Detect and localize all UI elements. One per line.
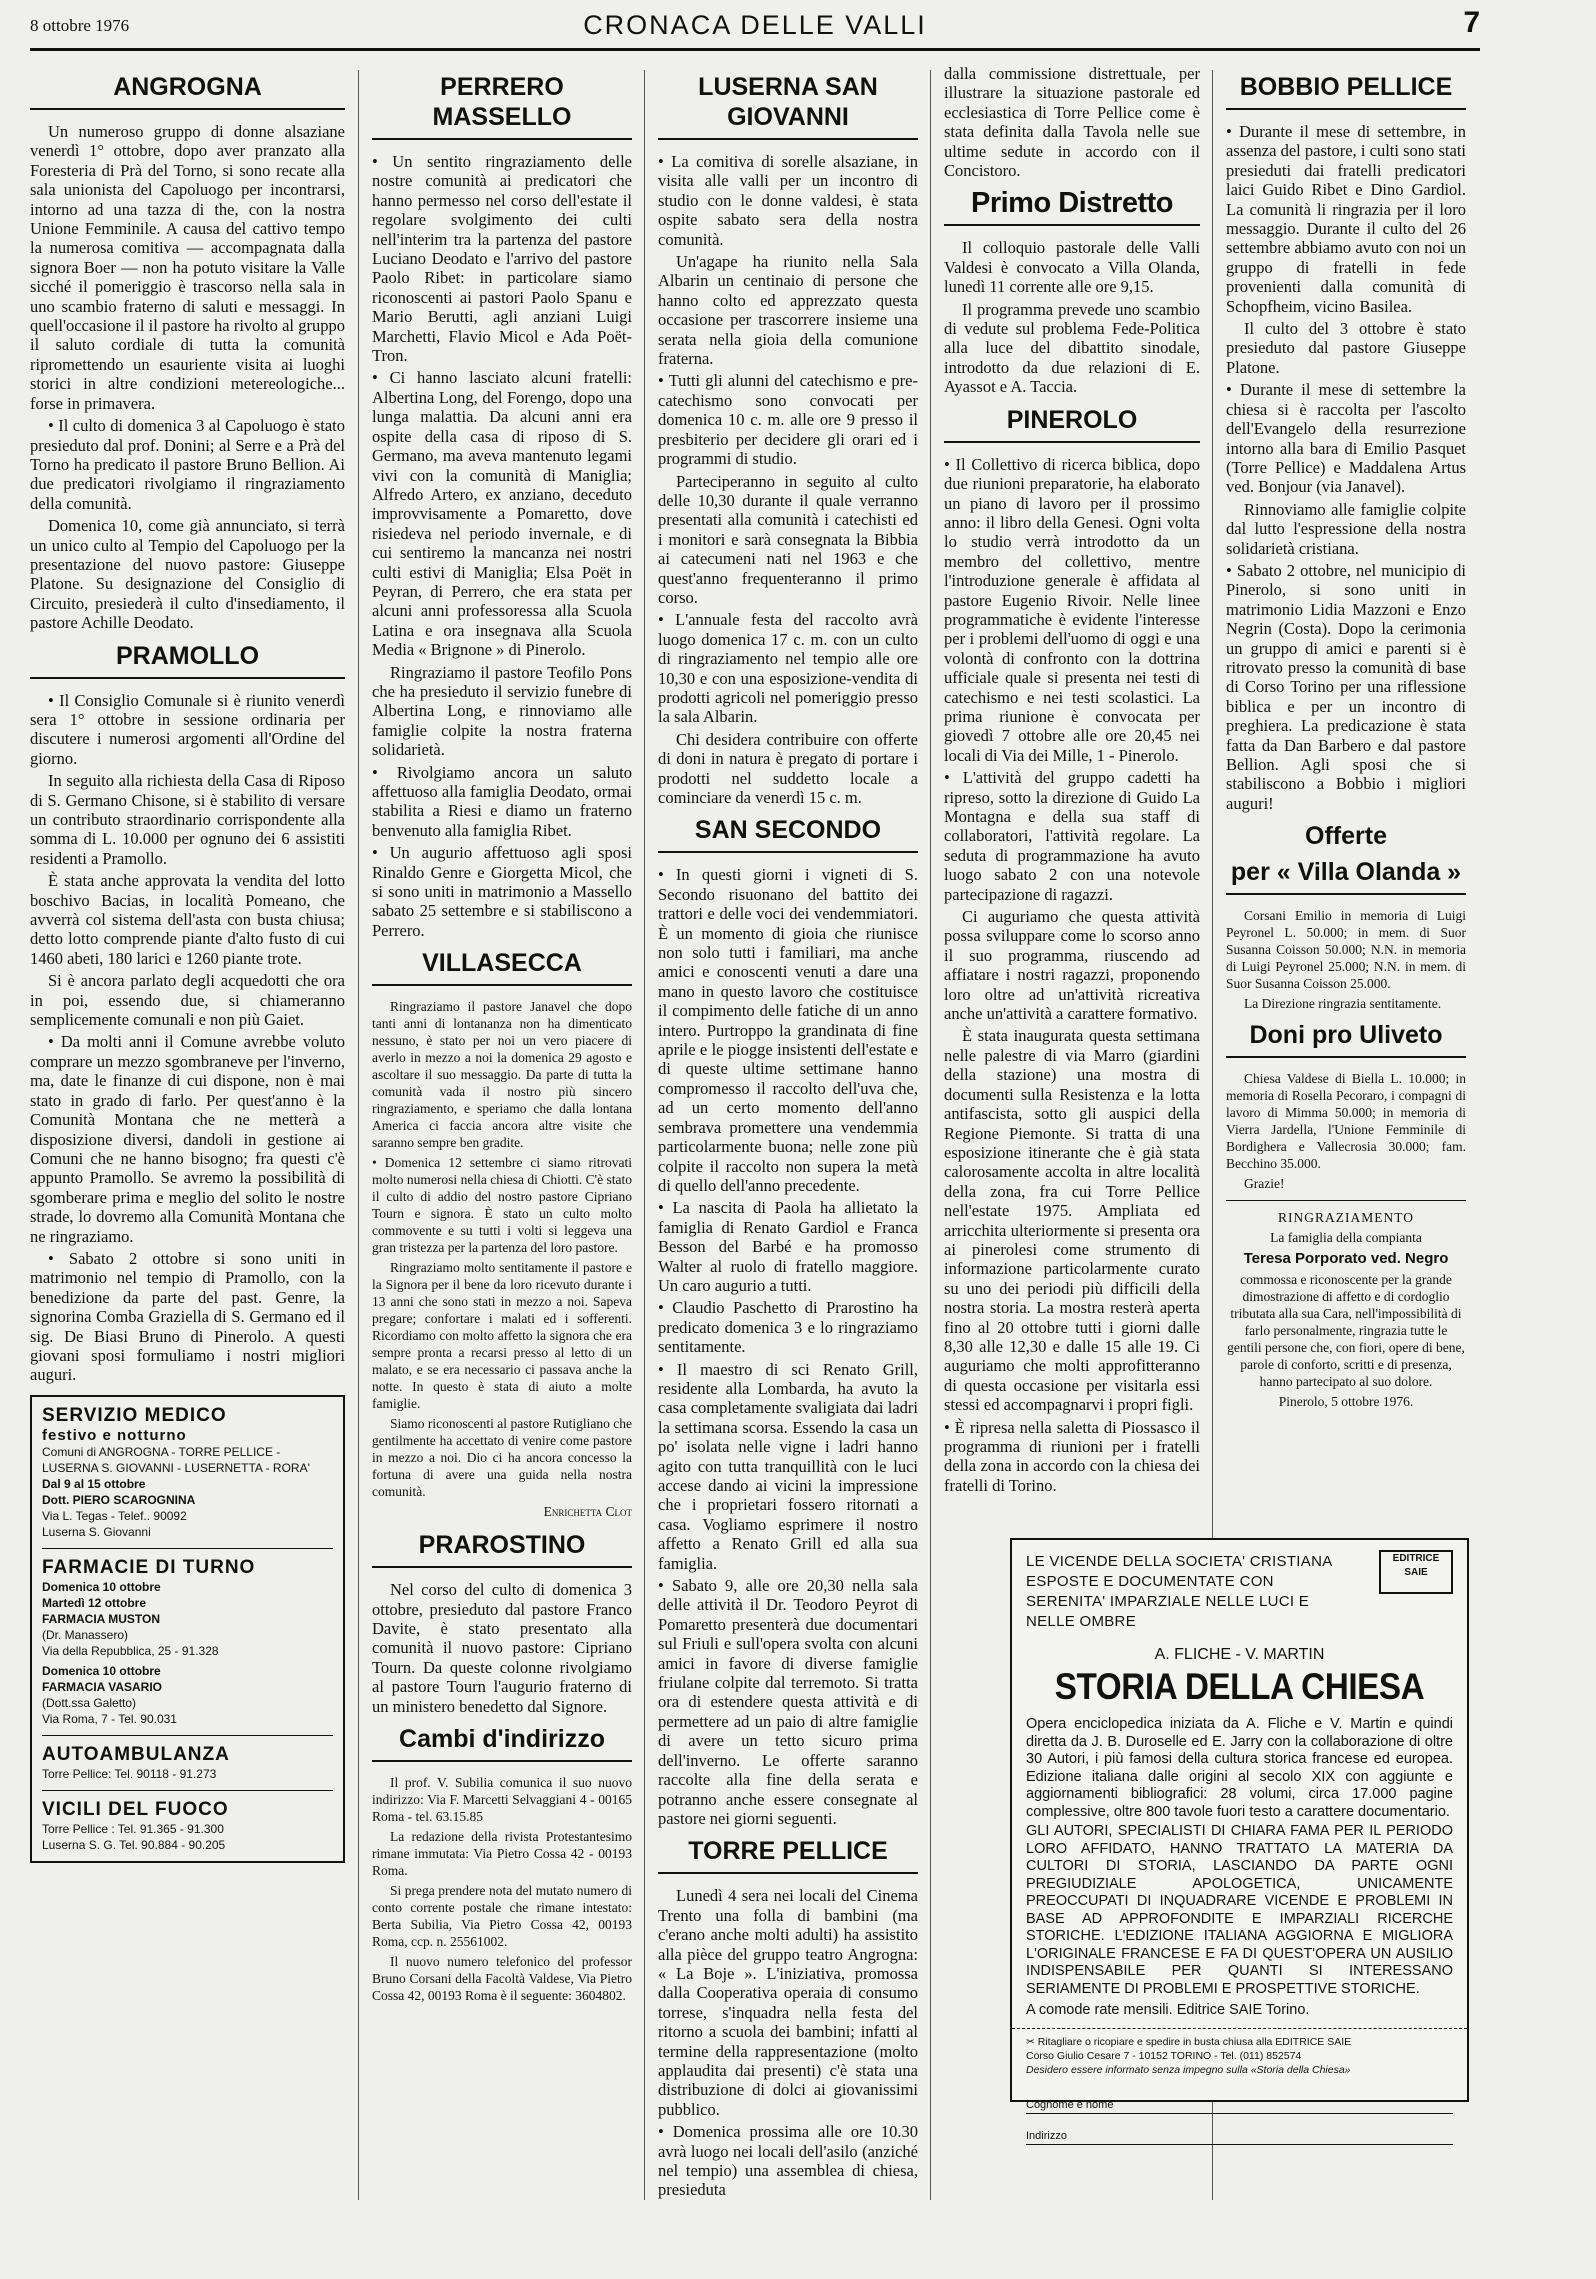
article-paragraph: Il programma prevede uno scambio di vedute sul problema Fede-Politica alla luce del dibattito sinodale, introdotto da due relazioni di E. Ayassot e A. Taccia. xyxy=(944,299,1200,397)
ringraziamento-name: Teresa Porporato ved. Negro xyxy=(1243,1250,1449,1268)
pharmacy-name: FARMACIA VASARIO xyxy=(42,1679,162,1694)
pharmacy-note: (Dr. Manassero) xyxy=(42,1627,129,1642)
medico-subtitle: festivo e notturno xyxy=(42,1426,187,1444)
heading-prarostino: PRAROSTINO xyxy=(372,1530,632,1568)
coupon-line: Desidero essere informato senza impegno sulla «Storia della Chiesa» xyxy=(1026,2063,1351,2076)
farmacie-date: Domenica 10 ottobre xyxy=(42,1663,161,1678)
pharmacy-name: FARMACIA MUSTON xyxy=(42,1611,160,1626)
article-paragraph: • Sabato 2 ottobre si sono uniti in matrimonio nel tempio di Pramollo, con la benedizione da parte del past. Genre, la signorina Comba Graziella di S. Germano ed il sig. De Biasi Bruno di Pinerolo. A questi giovani sposi formuliamo i nostri migliori auguri. xyxy=(30,1248,345,1385)
column-rule xyxy=(358,70,359,2200)
medico-title: SERVIZIO MEDICO xyxy=(42,1404,227,1426)
heading-bobbio-pellice: BOBBIO PELLICE xyxy=(1226,72,1466,110)
article-paragraph: • L'attività del gruppo cadetti ha ripreso, sotto la direzione di Guido La Montagna e della sua staff di collaboratori, l'attività regolare. La seduta di programmazione ha avuto luogo sabato 2 con una notevole partecipazione di ragazzi. xyxy=(944,768,1200,904)
medico-doctor: Dott. PIERO SCAROGNINA xyxy=(42,1492,196,1507)
article-signature: Enrichetta Clot xyxy=(543,1504,632,1520)
article-paragraph: Nel corso del culto di domenica 3 ottobre, presieduto dal pastore Franco Davite, è stato presentato alla comunità il nuovo pastore: Cipriano Tourn. Da queste colonne rivolgiamo al pastore Tourn l'augurio fraterno di un ministero benedetto dal Signore. xyxy=(372,1580,632,1716)
coupon xyxy=(1012,2028,1467,2083)
article-paragraph: Ringraziamo il pastore Janavel che dopo tanti anni di lontananza non ha dimenticato nessuno, è stato per noi un vero piacere di averlo in mezzo a noi la domenica 29 agosto e ascoltare il suo messaggio. Da parte di tutta la comunità vada il nostro più sincero ringraziamento, e speriamo che dalla lontana America ci faccia ancora altre visite che saranno sempre ben gradite. xyxy=(372,999,632,1151)
article-paragraph: dalla commissione distrettuale, per illustrare la situazione pastorale ed ecclesiastica di Torre Pellice come è stata definita dalla Tavola nelle sue ultime sedute in accordo con il Concistoro. xyxy=(944,64,1200,181)
ad-title: STORIA DELLA CHIESA xyxy=(1054,1666,1425,1707)
ambulance-phone: Torre Pellice: Tel. 90118 - 91.273 xyxy=(42,1766,217,1781)
heading-doni-uliveto: Doni pro Uliveto xyxy=(1226,1020,1466,1058)
article-paragraph: Ringraziamo molto sentitamente il pastore e la Signora per il bene da loro ricevuto durante i 13 anni che sono stati in mezzo a noi. Sapeva pregare; confortare i malati ed i sofferenti. Ricordiamo con molto affetto la signora che era sempre pronta a recarsi presso al letto di un malato, e se era necessario ci passava anche la notte. In questo è stata di aiuto a molte famiglie. xyxy=(372,1260,632,1412)
article-paragraph: Corsani Emilio in memoria di Luigi Peyronel L. 50.000; in mem. di Suor Susanna Coisson 50.000; N.N. in memoria di Luigi Peyronel 25.000; N.N. in mem. di Suor Susanna Coisson 25.000. xyxy=(1226,908,1466,992)
column-2 xyxy=(372,64,632,2274)
coupon-line: Ritagliare o ricopiare e spedire in busta chiusa alla EDITRICE SAIE xyxy=(1037,2035,1352,2048)
heading-villasecca: VILLASECCA xyxy=(372,948,632,986)
article-paragraph: • Il maestro di sci Renato Grill, residente alla Lombarda, ha avuto la casa completamente svaligiata dai ladri la settimana scorsa. Essendo la casa un po' isolata nelle vigne i ladri hanno agito con tutta tranquillità con le luci accese dando ai vicini la impressione che i proprietari fossero ritornati a casa. Vogliamo esprimere il nostro affetto a Renato Grill ed alla sua famiglia. xyxy=(658,1359,918,1573)
ambulance-title: AUTOAMBULANZA xyxy=(42,1743,230,1765)
medico-dates: Dal 9 al 15 ottobre xyxy=(42,1476,146,1491)
heading-primo-distretto: Primo Distretto xyxy=(944,188,1200,226)
article-paragraph: Il colloquio pastorale delle Valli Valdesi è convocato a Villa Olanda, lunedì 11 corrente alle ore 9,15. xyxy=(944,238,1200,297)
article-paragraph: In seguito alla richiesta della Casa di Riposo di S. Germano Chisone, si è stabilito di versare un contributo straordinario corrispondente alla somma di L. 10.000 per ognuno dei 6 assistiti residenti a Pramollo. xyxy=(30,771,345,868)
article-paragraph: • Rivolgiamo ancora un saluto affettuoso alla famiglia Deodato, ormai stabilita a Riesi e diamo un fraterno benvenuto alla famiglia Ribet. xyxy=(372,762,632,840)
column-5 xyxy=(1226,64,1466,1534)
section-title: CRONACA DELLE VALLI xyxy=(583,10,927,40)
article-paragraph: • Domenica 12 settembre ci siamo ritrovati molto numerosi nella chiesa di Chiotti. C'è stato il culto di addio del nostro pastore Cipriano Tourn e signora. È stato un culto molto commovente e su tutti i volti si leggeva una gran tristezza per la partenza del loro pastore. xyxy=(372,1155,632,1256)
divider xyxy=(42,1790,333,1791)
heading-luserna: LUSERNA SAN GIOVANNI xyxy=(658,72,918,140)
issue-date: 8 ottobre 1976 xyxy=(30,16,130,35)
column-rule xyxy=(930,70,931,2200)
article-paragraph: È stata anche approvata la vendita del lotto boschivo Bacias, in località Pomeano, che avverrà col sistema dell'asta con busta chiusa; detto lotto comprende piante d'alto fusto di cui 1460 abeti, 180 larici e 1260 piante trote. xyxy=(30,871,345,968)
coupon-name-field[interactable]: Cognome e nome xyxy=(1026,2099,1453,2114)
divider xyxy=(42,1548,333,1549)
article-paragraph: • Claudio Paschetto di Prarostino ha predicato domenica 3 e lo ringraziamo sentitamente. xyxy=(658,1298,918,1357)
article-paragraph: • Un augurio affettuoso agli sposi Rinaldo Genre e Giorgetta Micol, che si sono uniti in matrimonio a Massello sabato 25 settembre e si stabiliscono a Perrero. xyxy=(372,843,632,940)
article-paragraph: • Il culto di domenica 3 al Capoluogo è stato presieduto dal prof. Donini; al Serre e a Prà del Torno ha predicato il pastore Bruno Bellion. Ai due predicatori rivolgiamo il ringraziamento della comunità. xyxy=(30,416,345,513)
firefighters-title: VICILI DEL FUOCO xyxy=(42,1798,229,1820)
ad-body-caps: GLI AUTORI, SPECIALISTI DI CHIARA FAMA PER IL PERIODO LORO AFFIDATO, HANNO TRATTATO LA MATERIA DA CULTORI DI STORIA, LASCIANDO DA PARTE OGNI PREGIUDIZIALE APOLOGETICA, UNICAMENTE PREOCCUPATI DI INQUADRARE VICENDE E PROBLEMI IN BASE AD APPROFONDITE E IMPARZIALI RICERCHE STORICHE. L'EDIZIONE ITALIANA AGGIORNA E MIGLIORA L'ORIGINALE FRANCESE E FA DI QUEST'OPERA UN AUSILIO INDISPENSABILE PER QUANTI SI INTERESSANO SERIAMENTE DI PROBLEMI E PROSPETTIVE STORICHE. xyxy=(1026,1823,1453,1997)
column-rule xyxy=(644,70,645,2200)
page-number: 7 xyxy=(1463,6,1480,39)
article-paragraph: • Il Consiglio Comunale si è riunito venerdì sera 1° ottobre in sessione ordinaria per discutere i numerosi argomenti all'Ordine del giorno. xyxy=(30,690,345,768)
ringraziamento-heading: RINGRAZIAMENTO xyxy=(1278,1210,1414,1226)
firefighters-phone: Luserna S. G. Tel. 90.884 - 90.205 xyxy=(42,1837,226,1852)
article-paragraph: Siamo riconoscenti al pastore Rutigliano che gentilmente ha accettato di venire come pastore in mezzo a noi. Dio ci ha ancora concesso la fortuna di avere una guida nella nostra comunità. xyxy=(372,1416,632,1500)
medico-city: Luserna S. Giovanni xyxy=(42,1524,151,1539)
pharmacy-address: Via Roma, 7 - Tel. 90.031 xyxy=(42,1711,177,1726)
article-paragraph: Si prega prendere nota del mutato numero di conto corrente postale che rimane intestato: Berta Subilia, Via Pietro Cossa 42, 00193 Roma, ccp. n. 25561002. xyxy=(372,1883,632,1950)
medico-address: Via L. Tegas - Telef.. 90092 xyxy=(42,1508,187,1523)
article-paragraph: commossa e riconoscente per la grande dimostrazione di affetto e di cordoglio tributata alla sua Cara, nell'impossibilità di farlo personalmente, ringrazia tutte le gentili persone che, con fiori, opere di bene, parole di conforto, scritti e di presenza, hanno partecipato al suo dolore. xyxy=(1227,1272,1465,1390)
heading-angrogna: ANGROGNA xyxy=(30,72,345,110)
heading-torre-pellice: TORRE PELLICE xyxy=(658,1836,918,1874)
ad-body: Opera enciclopedica iniziata da A. Fliche e V. Martin e quindi diretta da J. B. Duroselle ed E. Jarry con la collaborazione di oltre 30 Autori, i più famosi della cultura storica francese ed europea. Edizione italiana dalle origini al secolo XIX con aggiunte e aggiornamenti bibliografici: 28 volumi, circa 17.000 pagine complessive, oltre 800 tavole fuori testo a carattere documentario. xyxy=(1026,1716,1453,1820)
coupon-address-field[interactable]: Indirizzo xyxy=(1026,2130,1453,2145)
column-1 xyxy=(30,64,345,2274)
ringraziamento-intro: La famiglia della compianta xyxy=(1270,1230,1422,1246)
article-paragraph: Lunedì 4 sera nei locali del Cinema Trento una folla di bambini (ma c'erano anche molti adulti) ha assistito alla pièce del gruppo teatro Angrogna: « La Boje ». L'iniziativa, promossa dalla Cooperativa operaia di consumo torrese, s'inquadra nella festa del ritorno a scuola dei bambini; infatti al termine della rappresentazione (molto applaudita dai presenti) c'è stata una distribuzione di dolci ai giovanissimi pubblico. xyxy=(658,1886,918,2119)
farmacie-date: Martedì 12 ottobre xyxy=(42,1595,147,1610)
article-paragraph: Chiesa Valdese di Biella L. 10.000; in memoria di Rosella Pecoraro, i compagni di lavoro di Mimma 50.000; in memoria di Vierra Jardella, l'Unione Femminile di Bordighera e Vallecrosia 30.000; fam. Becchino 35.000. xyxy=(1226,1071,1466,1172)
logo-text: EDITRICE SAIE xyxy=(1392,1553,1440,1578)
article-paragraph: • L'annuale festa del raccolto avrà luogo domenica 17 c. m. con un culto di ringraziamento nel tempio alle ore 10,30 e con una esposizione-vendita di prodotti agricoli nel pomeriggio presso la sala Albarin. xyxy=(658,610,918,727)
article-paragraph: • Da molti anni il Comune avrebbe voluto comprare un mezzo sgombraneve per l'inverno, ma, date le finanze di cui dispone, non è mai stato in grado di farlo. Per quest'anno è la Comunità Montana che ne metterà a disposizione diversi, dandoli in gestione ai Comuni che ne hanno bisogno; fra questi c'è appunto Pramollo. Se avremo la possibilità di sgomberare prima e meglio del solito le nostre strade, lo dovremo alla Comunità Montana che ne ringraziamo. xyxy=(30,1032,345,1246)
article-paragraph: La Direzione ringrazia sentitamente. xyxy=(1244,996,1442,1012)
scissors-icon: ✂ xyxy=(1026,2035,1035,2048)
ad-rate: A comode rate mensili. Editrice SAIE Torino. xyxy=(1026,2002,1310,2018)
heading-villa-olanda: per « Villa Olanda » xyxy=(1226,857,1466,895)
article-paragraph: • Un sentito ringraziamento delle nostre comunità ai predicatori che hanno permesso nel corso dell'estate il regolare svolgimento dei culti nell'interim tra la partenza del pastore Luciano Deodato e l'arrivo del pastore Paolo Ribet: in particolare siamo riconoscenti ai pastori Paolo Spanu e Mario Berutti, agli anziani Luigi Marchetti, Flavio Micol e Ada Poët-Tron. xyxy=(372,152,632,366)
article-paragraph: È stata inaugurata questa settimana nelle palestre di via Marro (giardini della stazione) una mostra di documenti sulla Resistenza e la lotta antifascista, sotto gli auspici della Regione Piemonte. Si tratta di una esposizione itinerante che è già stata calorosamente accolta in altre località della zona, fra cui Torre Pellice nell'estate 1975. Ampliata ed arricchita ulteriormente si presenta ora ai pinerolesi come strumento di informazione particolarmente curato su uno dei periodi più difficili della nostra storia. La mostra resterà aperta fino al 20 ottobre tutti i giorni dalle 8,30 alle 12,30 e dalle 15 alle 19. Ci auguriamo che molti approfitteranno di questa occasione per visitarla essi stessi ed accompagnarvi i propri figli. xyxy=(944,1026,1200,1415)
article-paragraph: Un'agape ha riunito nella Sala Albarin un centinaio di persone che hanno colto ed apprezzato questa occasione per trascorrere insieme una serata nella gioia della comunione fraterna. xyxy=(658,252,918,369)
advertisement-storia-chiesa xyxy=(1010,1538,1469,2142)
article-paragraph: Ringraziamo il pastore Teofilo Pons che ha presieduto il servizio funebre di Albertina Long, e rinnoviamo alle famiglie colpite la nostra fraterna solidarietà. xyxy=(372,662,632,760)
article-paragraph: • Domenica prossima alle ore 10.30 avrà luogo nei locali dell'asilo (anziché nel tempio) una assemblea di chiesa, presieduta xyxy=(658,2122,918,2200)
article-paragraph: • Ci hanno lasciato alcuni fratelli: Albertina Long, del Forengo, dopo una lunga malattia. Da alcuni anni era ospite della casa di riposo di S. Germano, ma aveva mantenuto legami vivi con la comunità di Maniglia; Alfredo Artero, ex anziano, deceduto improvvisamente a Pomaretto, dove risiedeva nel periodo invernale, e di cui sentiremo la mancanza nei nostri culti estivi di Maniglia; Elsa Poët in Peyran, di Perrero, che era stata per alcuni anni professoressa alla Scuola Latina e ora insegnava alla Scuola Media « Brignone » di Pinerolo. xyxy=(372,368,632,660)
article-paragraph: Domenica 10, come già annunciato, si terrà un unico culto al Tempio del Capoluogo per la presentazione del nuovo pastore: Giuseppe Platone. Su designazione del Consiglio di Circuito, presiederà il culto d'insediamento, il pastore Achille Deodato. xyxy=(30,516,345,633)
heading-offerte: Offerte xyxy=(1305,822,1387,851)
heading-cambi-indirizzo: Cambi d'indirizzo xyxy=(372,1724,632,1762)
article-paragraph: • La comitiva di sorelle alsaziane, in visita alle valli per un incontro di studio con le donne valdesi, è stata ospite sabato sera della nostra comunità. xyxy=(658,152,918,249)
heading-pramollo: PRAMOLLO xyxy=(30,641,345,679)
article-paragraph: Un numeroso gruppo di donne alsaziane venerdì 1° ottobre, dopo aver pranzato alla Foresteria di Prà del Torno, si sono recate alla sala unionista del Capoluogo per incontrarsi, intorno ad una tazza di the, con la nostra Unione Femminile. A causa del cattivo tempo la numerosa comitiva — accompagnata dalla signora Boer — non ha potuto visitare la Valle sicché il pomeriggio è trascorso nella sala in uno scambio fraterno di saluti e messaggi. In quell'occasione il il pastore ha rivolto al gruppo il saluto cordiale di tutta la comunità ripromettendo un esauriente visita ai luoghi storici in altre condizioni metereologiche... forse in primavera. xyxy=(30,122,345,413)
heading-pinerolo: PINEROLO xyxy=(944,405,1200,443)
article-paragraph: • In questi giorni i vigneti di S. Secondo risuonano del battito dei trattori e delle voci dei vendemmiatori. È un momento di gioia che riunisce non solo tutti i familiari, ma anche amici e conoscenti venuti a dare una mano in questo lavoro che costituisce il compimento delle fatiche di un anno intero. Purtroppo la grandinata di fine aprile e le piogge insistenti dell'estate e di queste ultime settimane hanno compromesso il raccolto dell'uva che, ad un certo momento dell'anno sembrava promettere una vendemmia particolarmente buona; nelle zone più colpite il raccolto non supera la metà di quello dell'anno precedente. xyxy=(658,865,918,1195)
firefighters-phone: Torre Pellice : Tel. 91.365 - 91.300 xyxy=(42,1821,224,1836)
farmacie-title: FARMACIE DI TURNO xyxy=(42,1556,256,1578)
article-paragraph: • Sabato 9, alle ore 20,30 nella sala delle attività il Dr. Teodoro Peyrot di Pomaretto presenterà due documentari sul Friuli e sull'opera svolta con alcuni amici in favore di diverse famiglie friulane colpite dal terremoto. Si tratta ora di estendere questa attività e di permettere ad un paio di altre famiglie di avere un tetto sicuro prima dell'inverno. Le offerte saranno raccolte alla fine della serata e potranno anche essere consegnate al pastore nei giorni seguenti. xyxy=(658,1576,918,1828)
article-paragraph: • È ripresa nella saletta di Piossasco il programma di riunioni per i fratelli della zona in accordo con la chiesa dei fratelli di Torino. xyxy=(944,1417,1200,1495)
article-paragraph: La redazione della rivista Protestantesimo rimane immutata: Via Pietro Cossa 42 - 00193 Roma. xyxy=(372,1829,632,1879)
article-paragraph: • Durante il mese di settembre la chiesa si è raccolta per l'ascolto dell'Evangelo della resurrezione intorno alla bara di Emilio Pasquet (Torre Pellice) e Maddalena Artus ved. Bonjour (via Janavel). xyxy=(1226,380,1466,497)
ad-authors: A. FLICHE - V. MARTIN xyxy=(1154,1646,1325,1663)
column-3 xyxy=(658,64,918,2274)
article-paragraph: • Tutti gli alunni del catechismo e pre-catechismo sono convocati per domenica 10 c. m. alle ore 9 presso il presbiterio per decidere gli orari ed i programmi di studio. xyxy=(658,371,918,469)
divider xyxy=(1226,1200,1466,1201)
article-paragraph: Chi desidera contribuire con offerte di doni in natura è pregato di portare i prodotti nel suddetto locale a cominciare da venerdì 15 c. m. xyxy=(658,729,918,807)
article-paragraph: Il nuovo numero telefonico del professor Bruno Corsani della Facoltà Valdese, Via Pietro Cossa 42, 00193 Roma è il seguente: 3604802. xyxy=(372,1954,632,2004)
ad-tagline: LE VICENDE DELLA SOCIETA' CRISTIANA ESPOSTE E DOCUMENTATE CON SERENITA' IMPARZIALE NELLE LUCI E NELLE OMBRE xyxy=(1026,1553,1332,1630)
pharmacy-address: Via della Repubblica, 25 - 91.328 xyxy=(42,1643,219,1658)
article-paragraph: • Il Collettivo di ricerca biblica, dopo due riunioni preparatorie, ha elaborato un piano di lavoro per il prossimo anno: il libro della Genesi. Ogni volta lo studio verrà introdotto da un membro del collettivo, mentre l'introduzione generale è affidata al pastore Eugenio Rivoir. Nelle linee programmatiche è evidente l'interesse per i problemi dell'uomo di oggi e una volontà di confronto con la dottrina ufficiale quale si presenta nei testi di catechismo e nei testi scolastici. La prima riunione è convocata per giovedì 7 ottobre alle ore 20,45 nei locali di Via dei Mille, 1 - Pinerolo. xyxy=(944,454,1200,765)
article-paragraph: Si è ancora parlato degli acquedotti che ora in poi, essendo due, si chiameranno semplicemente comunali e non più Gaiet. xyxy=(30,971,345,1030)
pharmacy-note: (Dott.ssa Galetto) xyxy=(42,1695,137,1710)
article-paragraph: Rinnoviamo alle famiglie colpite dal lutto l'espressione della nostra solidarietà cristiana. xyxy=(1226,499,1466,558)
article-paragraph: Parteciperanno in seguito al culto delle 10,30 durante il quale verranno presentati alla comunità i catechisti ed i monitori e sarà consegnata la Bibbia ai catecumeni nati nel 1963 e che quest'anno frequenteranno il primo corso. xyxy=(658,471,918,607)
article-paragraph: • Sabato 2 ottobre, nel municipio di Pinerolo, si sono uniti in matrimonio Lidia Mazzoni e Enzo Negrin (Costa). Dopo la cerimonia un gruppo di amici e parenti si è ritrovato presso la comunità di base di Corso Torino per una riflessione biblica e per un incontro di preghiera. La predicazione è stata fatta da Dan Barbero e dal pastore Bellion. Agli sposi che si stabiliscono a Bobbio i migliori auguri! xyxy=(1226,560,1466,813)
coupon-line: Corso Giulio Cesare 7 - 10152 TORINO - Tel. (011) 852574 xyxy=(1026,2049,1302,2062)
article-paragraph: • Durante il mese di settembre, in assenza del pastore, i culti sono stati presieduti dai fratelli predicatori laici Guido Ribet e Dino Gardiol. La comunità li ringrazia per il loro messaggio. Durante il culto del 26 settembre abbiamo avuto con noi un gruppo di fratelli in fede provenienti dalla comunità di Schopfheim, vicino Basilea. xyxy=(1226,122,1466,316)
article-paragraph: Il prof. V. Subilia comunica il suo nuovo indirizzo: Via F. Marcetti Selvaggiani 4 - 00165 Roma - tel. 63.15.85 xyxy=(372,1775,632,1825)
article-paragraph: Il culto del 3 ottobre è stato presieduto dal pastore Giuseppe Platone. xyxy=(1226,319,1466,377)
heading-san-secondo: SAN SECONDO xyxy=(658,815,918,853)
saie-logo xyxy=(1379,1550,1453,1594)
farmacie-date: Domenica 10 ottobre xyxy=(42,1579,161,1594)
heading-perrero-massello: PERRERO MASSELLO xyxy=(372,72,632,140)
article-paragraph: Grazie! xyxy=(1244,1176,1285,1192)
article-paragraph: Ci auguriamo che questa attività possa sviluppare come lo scorso anno il suo programma, riuscendo ad affiatare i nostri ragazzi, proponendo loro oltre ad un'attività ricreativa anche un'attività a carattere formativo. xyxy=(944,907,1200,1024)
ringraziamento-date: Pinerolo, 5 ottobre 1976. xyxy=(1278,1394,1414,1410)
services-box xyxy=(30,1395,345,1863)
article-paragraph: • La nascita di Paola ha allietato la famiglia di Renato Gardiol e Franca Besson del Barbé e ha promosso Walter al ruolo di fratello maggiore. Un caro augurio a tutti. xyxy=(658,1198,918,1295)
divider xyxy=(42,1735,333,1736)
page-header xyxy=(30,8,1480,51)
medico-comuni: Comuni di ANGROGNA - TORRE PELLICE - LUSERNA S. GIOVANNI - LUSERNETTA - RORA' xyxy=(42,1444,310,1475)
